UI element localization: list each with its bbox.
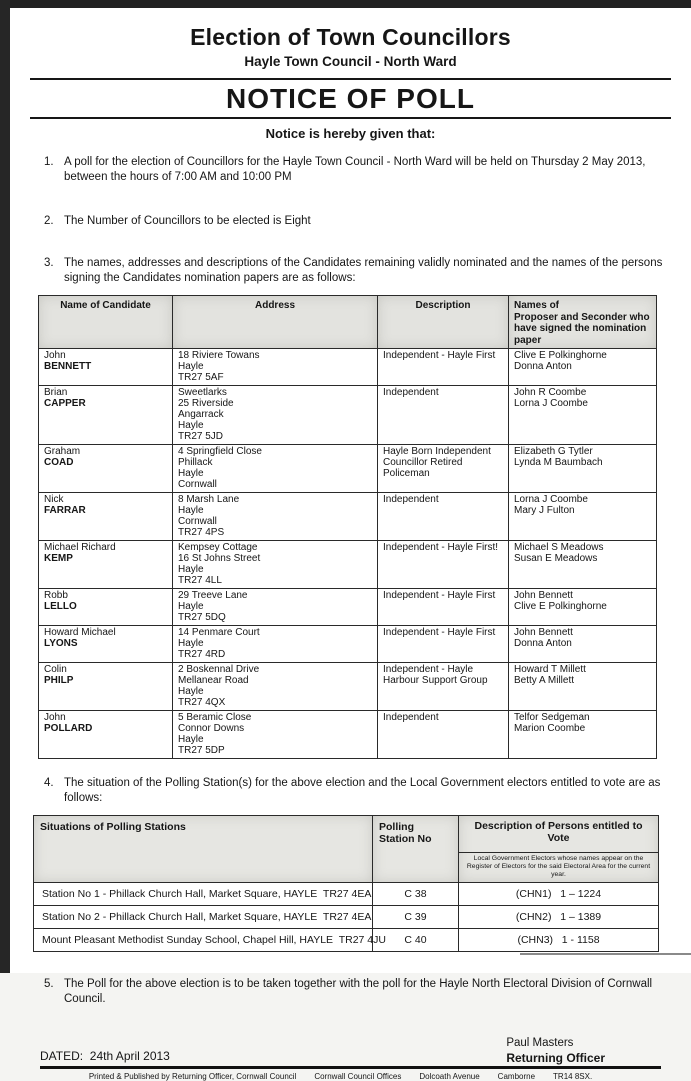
situations-header: Situations of Polling Stations <box>34 816 373 883</box>
electors-range-cell: (CHN1) 1 – 1224 <box>459 883 659 906</box>
scan-edge-left <box>0 0 10 973</box>
station-cell: Mount Pleasant Methodist Sunday School, Chapel Hill, HAYLE TR27 4JU <box>34 929 373 952</box>
candidate-surname: LELLO <box>44 601 77 612</box>
table-row <box>39 541 657 589</box>
item-text: A poll for the election of Councillors for the Hayle Town Council - North Ward will be held on Thursday 2 May 2013, between the hours of 7:00 AM and 10:00 PM <box>64 156 646 183</box>
signature-block <box>40 1037 660 1065</box>
candidate-address-cell: 5 Beramic Close Connor Downs Hayle TR27 5DP <box>173 711 378 759</box>
proposer-seconder-cell: John Bennett Clive E Polkinghorne <box>509 589 657 626</box>
dated-line: DATED: 24th April 2013 <box>40 1049 170 1063</box>
candidate-first-name: Nick <box>44 494 64 505</box>
table-row <box>39 663 657 711</box>
notice-of-poll-banner: NOTICE OF POLL <box>226 83 475 114</box>
candidate-description-cell: Independent - Hayle First! <box>378 541 509 589</box>
document-header <box>10 8 691 141</box>
item-number: 4. <box>44 777 54 789</box>
table-row <box>39 445 657 493</box>
address-header: Address <box>173 296 378 349</box>
candidate-first-name: John <box>44 350 66 361</box>
candidate-description-cell: Independent <box>378 493 509 541</box>
polling-station-no-header: Polling Station No <box>373 816 459 883</box>
station-cell: Station No 1 - Phillack Church Hall, Market Square, HAYLE TR27 4EA <box>34 883 373 906</box>
footer-segment: Dolcoath Avenue <box>419 1072 480 1081</box>
persons-entitled-title: Description of Persons entitled to Vote <box>474 820 643 844</box>
proposer-seconder-header: Names of Proposer and Seconder who have signed the nomination paper <box>509 296 657 349</box>
divider-line <box>30 117 671 119</box>
table-row <box>39 626 657 663</box>
list-item <box>44 977 691 1007</box>
item-text: The names, addresses and descriptions of the Candidates remaining validly nominated and the names of the persons signing the Candidates nomination papers are as follows: <box>64 257 663 284</box>
list-item <box>44 214 691 229</box>
candidate-surname: FARRAR <box>44 505 86 516</box>
scan-artifact-line <box>520 953 691 955</box>
footer-segment: Cornwall Council Offices <box>314 1072 402 1081</box>
candidate-description-cell: Independent <box>378 386 509 445</box>
candidate-name-cell <box>39 493 173 541</box>
candidate-description-cell: Independent - Hayle First <box>378 589 509 626</box>
returning-officer-block <box>506 1037 605 1065</box>
footer-segment: Printed & Published by Returning Officer, Cornwall Council <box>88 1072 297 1081</box>
candidate-surname: LYONS <box>44 638 78 649</box>
item-number: 2. <box>44 215 54 227</box>
proposer-seconder-cell: John R Coombe Lorna J Coombe <box>509 386 657 445</box>
electors-range-cell: (CHN2) 1 – 1389 <box>459 906 659 929</box>
candidate-address-cell: 4 Springfield Close Phillack Hayle Cornwall <box>173 445 378 493</box>
candidate-name-cell <box>39 663 173 711</box>
candidate-name-cell <box>39 541 173 589</box>
proposer-seconder-cell: Elizabeth G Tytler Lynda M Baumbach <box>509 445 657 493</box>
candidate-description-cell: Independent - Hayle First <box>378 626 509 663</box>
candidates-header-row <box>39 296 657 349</box>
candidate-first-name: Howard Michael <box>44 627 116 638</box>
footer-segment: Camborne <box>497 1072 536 1081</box>
candidate-description-cell: Independent - Hayle First <box>378 349 509 386</box>
candidate-first-name: Michael Richard <box>44 542 116 553</box>
persons-entitled-subtext: Local Government Electors whose names appear on the Register of Electors for the said Electoral Area for the current year. <box>459 852 658 882</box>
candidate-first-name: Robb <box>44 590 68 601</box>
candidate-first-name: John <box>44 712 66 723</box>
table-row <box>39 386 657 445</box>
candidate-surname: PHILP <box>44 675 74 686</box>
candidate-description-cell: Independent <box>378 711 509 759</box>
list-item <box>44 155 691 185</box>
candidate-address-cell: 14 Penmare Court Hayle TR27 4RD <box>173 626 378 663</box>
item-number: 1. <box>44 156 54 168</box>
candidate-address-cell: 18 Riviere Towans Hayle TR27 5AF <box>173 349 378 386</box>
station-cell: Station No 2 - Phillack Church Hall, Market Square, HAYLE TR27 4EA <box>34 906 373 929</box>
candidate-name-cell <box>39 589 173 626</box>
polling-stations-table <box>33 815 659 952</box>
candidate-surname: CAPPER <box>44 398 86 409</box>
candidate-address-cell: Sweetlarks 25 Riverside Angarrack Hayle TR27 5JD <box>173 386 378 445</box>
candidate-name-cell <box>39 386 173 445</box>
item-text: The Poll for the above election is to be taken together with the poll for the Hayle North Electoral Division of Cornwall Council. <box>64 978 653 1005</box>
candidate-address-cell: Kempsey Cottage 16 St Johns Street Hayle TR27 4LL <box>173 541 378 589</box>
table-row <box>34 906 659 929</box>
footer-imprint <box>0 1072 691 1081</box>
candidate-address-cell: 2 Boskennal Drive Mellanear Road Hayle TR27 4QX <box>173 663 378 711</box>
item-text: The situation of the Polling Station(s) for the above election and the Local Government electors entitled to vote are as follows: <box>64 777 661 804</box>
table-row <box>34 929 659 952</box>
candidate-description-cell: Hayle Born Independent Councillor Retired Policeman <box>378 445 509 493</box>
divider-line <box>30 78 671 80</box>
item-text: The Number of Councillors to be elected is Eight <box>64 215 311 227</box>
candidate-name-cell <box>39 711 173 759</box>
station-number-cell: C 39 <box>373 906 459 929</box>
candidate-surname: BENNETT <box>44 361 92 372</box>
proposer-seconder-cell: Lorna J Coombe Mary J Fulton <box>509 493 657 541</box>
candidate-description-cell: Independent - Hayle Harbour Support Group <box>378 663 509 711</box>
candidate-name-cell <box>39 626 173 663</box>
persons-entitled-header <box>459 816 659 883</box>
numbered-items <box>10 155 691 286</box>
candidate-first-name: Colin <box>44 664 67 675</box>
table-row <box>39 349 657 386</box>
electors-range-cell: (CHN3) 1 - 1158 <box>459 929 659 952</box>
name-of-candidate-header: Name of Candidate <box>39 296 173 349</box>
candidates-table <box>38 295 657 759</box>
station-number-cell: C 40 <box>373 929 459 952</box>
table-row <box>39 589 657 626</box>
candidate-surname: COAD <box>44 457 74 468</box>
footer-segment: TR14 8SX. <box>553 1072 593 1081</box>
item-number: 3. <box>44 257 54 269</box>
candidate-surname: POLLARD <box>44 723 93 734</box>
candidate-name-cell <box>39 445 173 493</box>
officer-name: Paul Masters <box>506 1037 574 1049</box>
list-item <box>44 256 691 286</box>
table-row <box>39 711 657 759</box>
proposer-seconder-cell: Clive E Polkinghorne Donna Anton <box>509 349 657 386</box>
polling-header-row <box>34 816 659 883</box>
candidate-address-cell: 29 Treeve Lane Hayle TR27 5DQ <box>173 589 378 626</box>
item-number: 5. <box>44 978 54 990</box>
footer-divider-line <box>40 1066 661 1069</box>
candidate-first-name: Brian <box>44 387 68 398</box>
proposer-seconder-cell: Michael S Meadows Susan E Meadows <box>509 541 657 589</box>
description-header: Description <box>378 296 509 349</box>
proposer-seconder-cell: John Bennett Donna Anton <box>509 626 657 663</box>
table-row <box>34 883 659 906</box>
candidate-surname: KEMP <box>44 553 73 564</box>
candidate-name-cell <box>39 349 173 386</box>
council-ward-subtitle: Hayle Town Council - North Ward <box>244 54 457 69</box>
notice-intro: Notice is hereby given that: <box>265 126 436 141</box>
list-item <box>44 776 691 806</box>
candidate-address-cell: 8 Marsh Lane Hayle Cornwall TR27 4PS <box>173 493 378 541</box>
candidate-first-name: Graham <box>44 446 81 457</box>
document-content <box>10 8 691 1081</box>
scan-edge-top <box>0 0 691 8</box>
proposer-seconder-cell: Telfor Sedgeman Marion Coombe <box>509 711 657 759</box>
station-number-cell: C 38 <box>373 883 459 906</box>
officer-title: Returning Officer <box>506 1051 605 1065</box>
table-row <box>39 493 657 541</box>
election-title: Election of Town Councillors <box>190 24 511 50</box>
proposer-seconder-cell: Howard T Millett Betty A Millett <box>509 663 657 711</box>
